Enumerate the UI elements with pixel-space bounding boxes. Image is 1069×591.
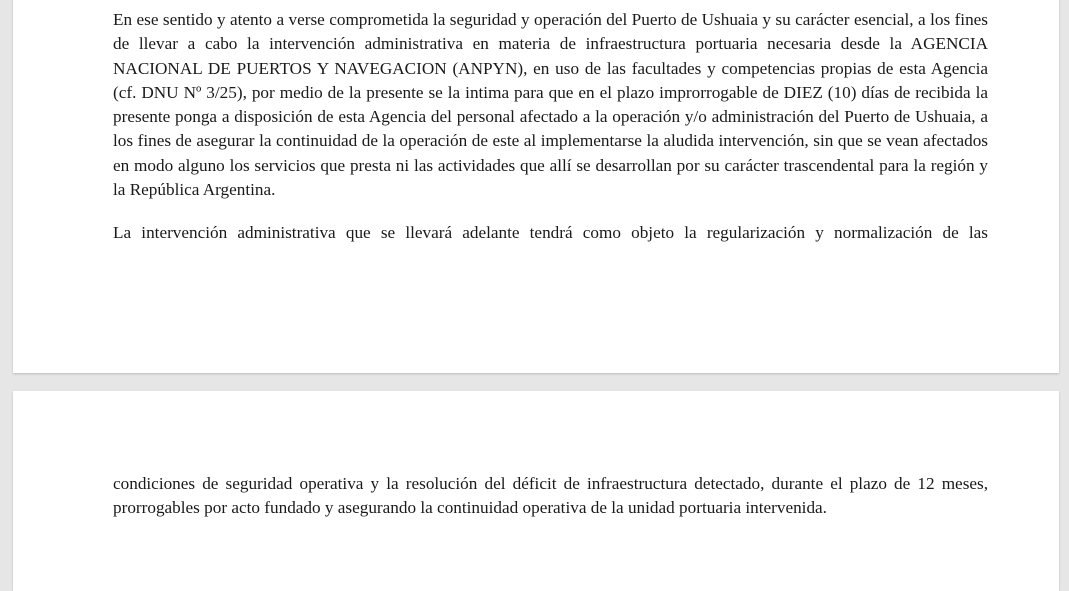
page-body — [113, 8, 988, 245]
paragraph: En ese sentido y atento a verse comprometida la seguridad y operación del Puerto de Ushuaia y su carácter esencial, a los fines de llevar a cabo la intervención administrativa en materia de infraestructura portuaria necesaria desde la AGENCIA NACIONAL DE PUERTOS Y NAVEGACION (ANPYN), en uso de las facultades y competencias propias de esta Agencia (cf. DNU Nº 3/25), por medio de la presente se la intima para que en el plazo improrrogable de DIEZ (10) días de recibida la presente ponga a disposición de esta Agencia del personal afectado a la operación y/o administración del Puerto de Ushuaia, a los fines de asegurar la continuidad de la operación de este al implementarse la aludida intervención, sin que se vean afectados en modo alguno los servicios que presta ni las actividades que allí se desarrollan por su carácter trascendental para la región y la República Argentina. — [113, 10, 988, 200]
paragraph: condiciones de seguridad operativa y la resolución del déficit de infraestructura detectado, durante el plazo de 12 meses, prorrogables por acto fundado y asegurando la continuidad operativa de la unidad portuaria intervenida. — [113, 474, 988, 518]
page-body — [113, 472, 988, 521]
paragraph: La intervención administrativa que se llevará adelante tendrá como objeto la regularización y normalización de las — [113, 222, 988, 242]
document-page — [13, 0, 1059, 373]
document-page — [13, 391, 1059, 591]
